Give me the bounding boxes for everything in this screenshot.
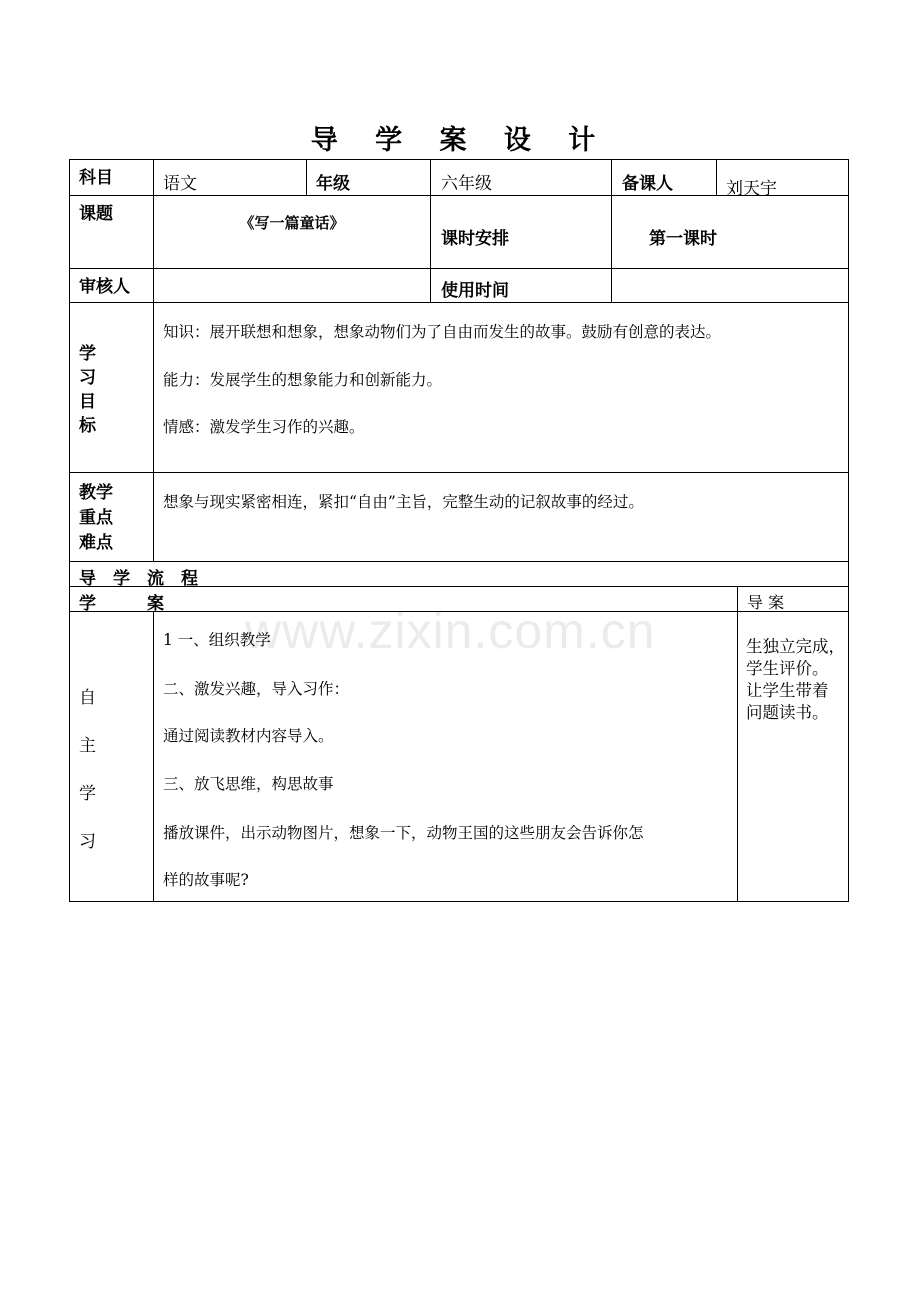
self-study-label: 自 主 学 习 — [79, 688, 96, 852]
schedule-label: 课时安排 — [441, 229, 509, 249]
grade-value: 六年级 — [441, 174, 492, 194]
subject-label: 科目 — [79, 168, 113, 188]
flow-title: 导 学 流 程 — [79, 569, 198, 589]
step-courseware: 播放课件，出示动物图片，想象一下，动物王国的这些朋友会告诉你怎 — [163, 824, 644, 842]
objective-ability: 能力：发展学生的想象能力和创新能力。 — [163, 371, 443, 389]
preparer-value: 刘天宇 — [726, 179, 777, 199]
guide-notes: 生独立完成， 学生评价。 让学生带着 问题读书。 — [746, 637, 845, 722]
step-imagine: 三、放飞思维，构思故事 — [163, 775, 334, 793]
step-motivate: 二、激发兴趣，导入习作： — [163, 680, 350, 698]
key-points-text: 想象与现实紧密相连，紧扣“自由”主旨，完整生动的记叙故事的经过。 — [163, 493, 644, 511]
topic-label: 课题 — [79, 204, 113, 224]
guide-column-header: 导 案 — [747, 593, 785, 612]
objective-emotion: 情感：激发学生习作的兴趣。 — [163, 418, 365, 436]
topic-value: 《写一篇童话》 — [239, 214, 345, 232]
step-question: 样的故事呢? — [163, 871, 249, 889]
usage-time-label: 使用时间 — [441, 281, 509, 301]
objective-knowledge: 知识：展开联想和想象，想象动物们为了自由而发生的故事。鼓励有创意的表达。 — [163, 323, 722, 341]
schedule-value: 第一课时 — [649, 229, 717, 249]
step-organize: 1 一、组织教学 — [163, 631, 271, 649]
preparer-label: 备课人 — [622, 174, 673, 194]
subject-value: 语文 — [163, 174, 197, 194]
step-read: 通过阅读教材内容导入。 — [163, 727, 334, 745]
reviewer-label: 审核人 — [79, 277, 130, 297]
study-column-header: 学 案 — [79, 594, 164, 614]
objectives-label: 学 习 目 标 — [79, 344, 96, 436]
grade-label: 年级 — [316, 174, 350, 194]
page-title: 导 学 案 设 计 — [310, 125, 610, 156]
watermark: www.zixin.com.cn — [245, 603, 656, 659]
key-points-label: 教学 重点 难点 — [79, 483, 113, 553]
